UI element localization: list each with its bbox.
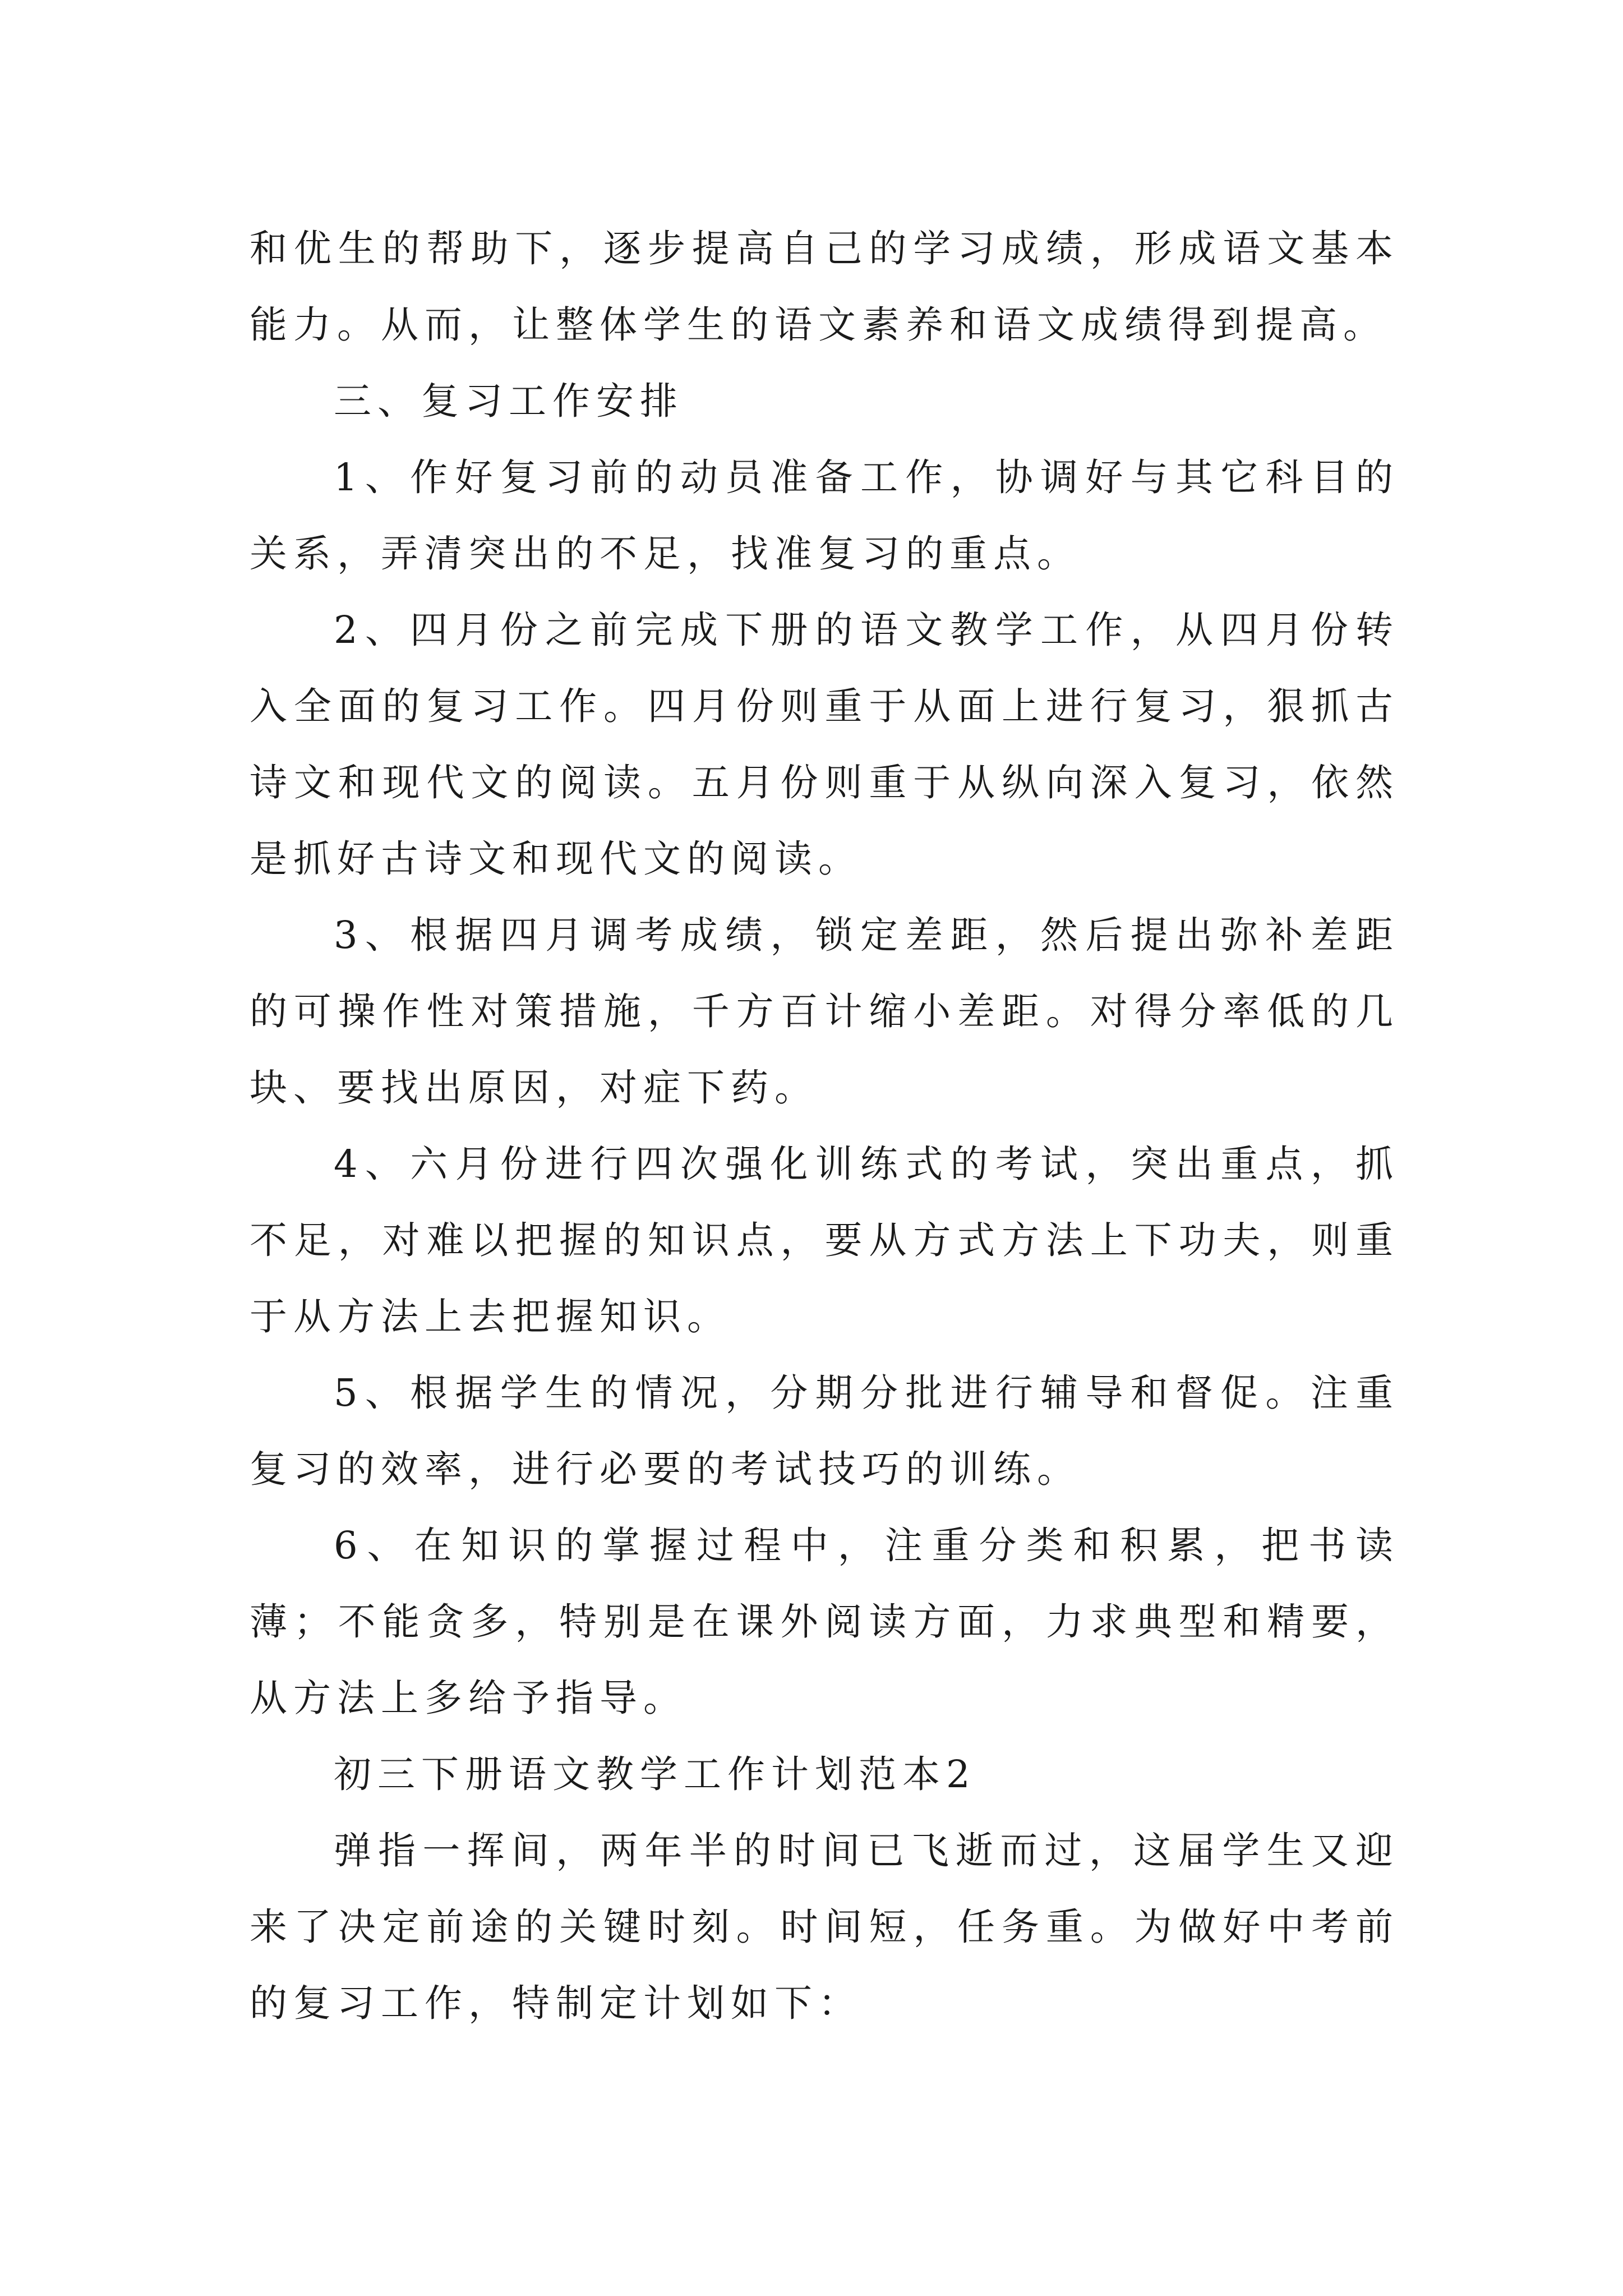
list-item-5: 5、根据学生的情况，分期分批进行辅导和督促。注重复习的效率，进行必要的考试技巧的训练。: [250, 1371, 1399, 1491]
list-item-1: 1、作好复习前的动员准备工作，协调好与其它科目的关系，弄清突出的不足，找准复习的重点。: [250, 455, 1399, 576]
list-item-6: 6、在知识的掌握过程中，注重分类和积累，把书读薄；不能贪多，特别是在课外阅读方面，力求典型和精要，从方法上多给予指导。: [250, 1524, 1399, 1720]
paragraph-continuation: 和优生的帮助下，逐步提高自己的学习成绩，形成语文基本能力。从而，让整体学生的语文素养和语文成绩得到提高。: [250, 227, 1399, 347]
list-item-2: 2、四月份之前完成下册的语文教学工作，从四月份转入全面的复习工作。四月份则重于从面上进行复习，狠抓古诗文和现代文的阅读。五月份则重于从纵向深入复习，依然是抓好古诗文和现代文的阅读。: [250, 608, 1399, 881]
plan-2-title: 初三下册语文教学工作计划范本2: [334, 1752, 976, 1796]
list-item-4: 4、六月份进行四次强化训练式的考试，突出重点，抓不足，对难以把握的知识点，要从方式方法上下功夫，则重于从方法上去把握知识。: [250, 1142, 1399, 1338]
list-item-3: 3、根据四月调考成绩，锁定差距，然后提出弥补差距的可操作性对策措施，千方百计缩小差距。对得分率低的几块、要找出原因，对症下药。: [250, 913, 1399, 1110]
document-body: [250, 210, 1399, 2041]
section-heading-review-arrangement: 三、复习工作安排: [334, 379, 684, 423]
plan-2-intro-paragraph: 弹指一挥间，两年半的时间已飞逝而过，这届学生又迎来了决定前途的关键时刻。时间短，任务重。为做好中考前的复习工作，特制定计划如下：: [250, 1829, 1399, 2025]
